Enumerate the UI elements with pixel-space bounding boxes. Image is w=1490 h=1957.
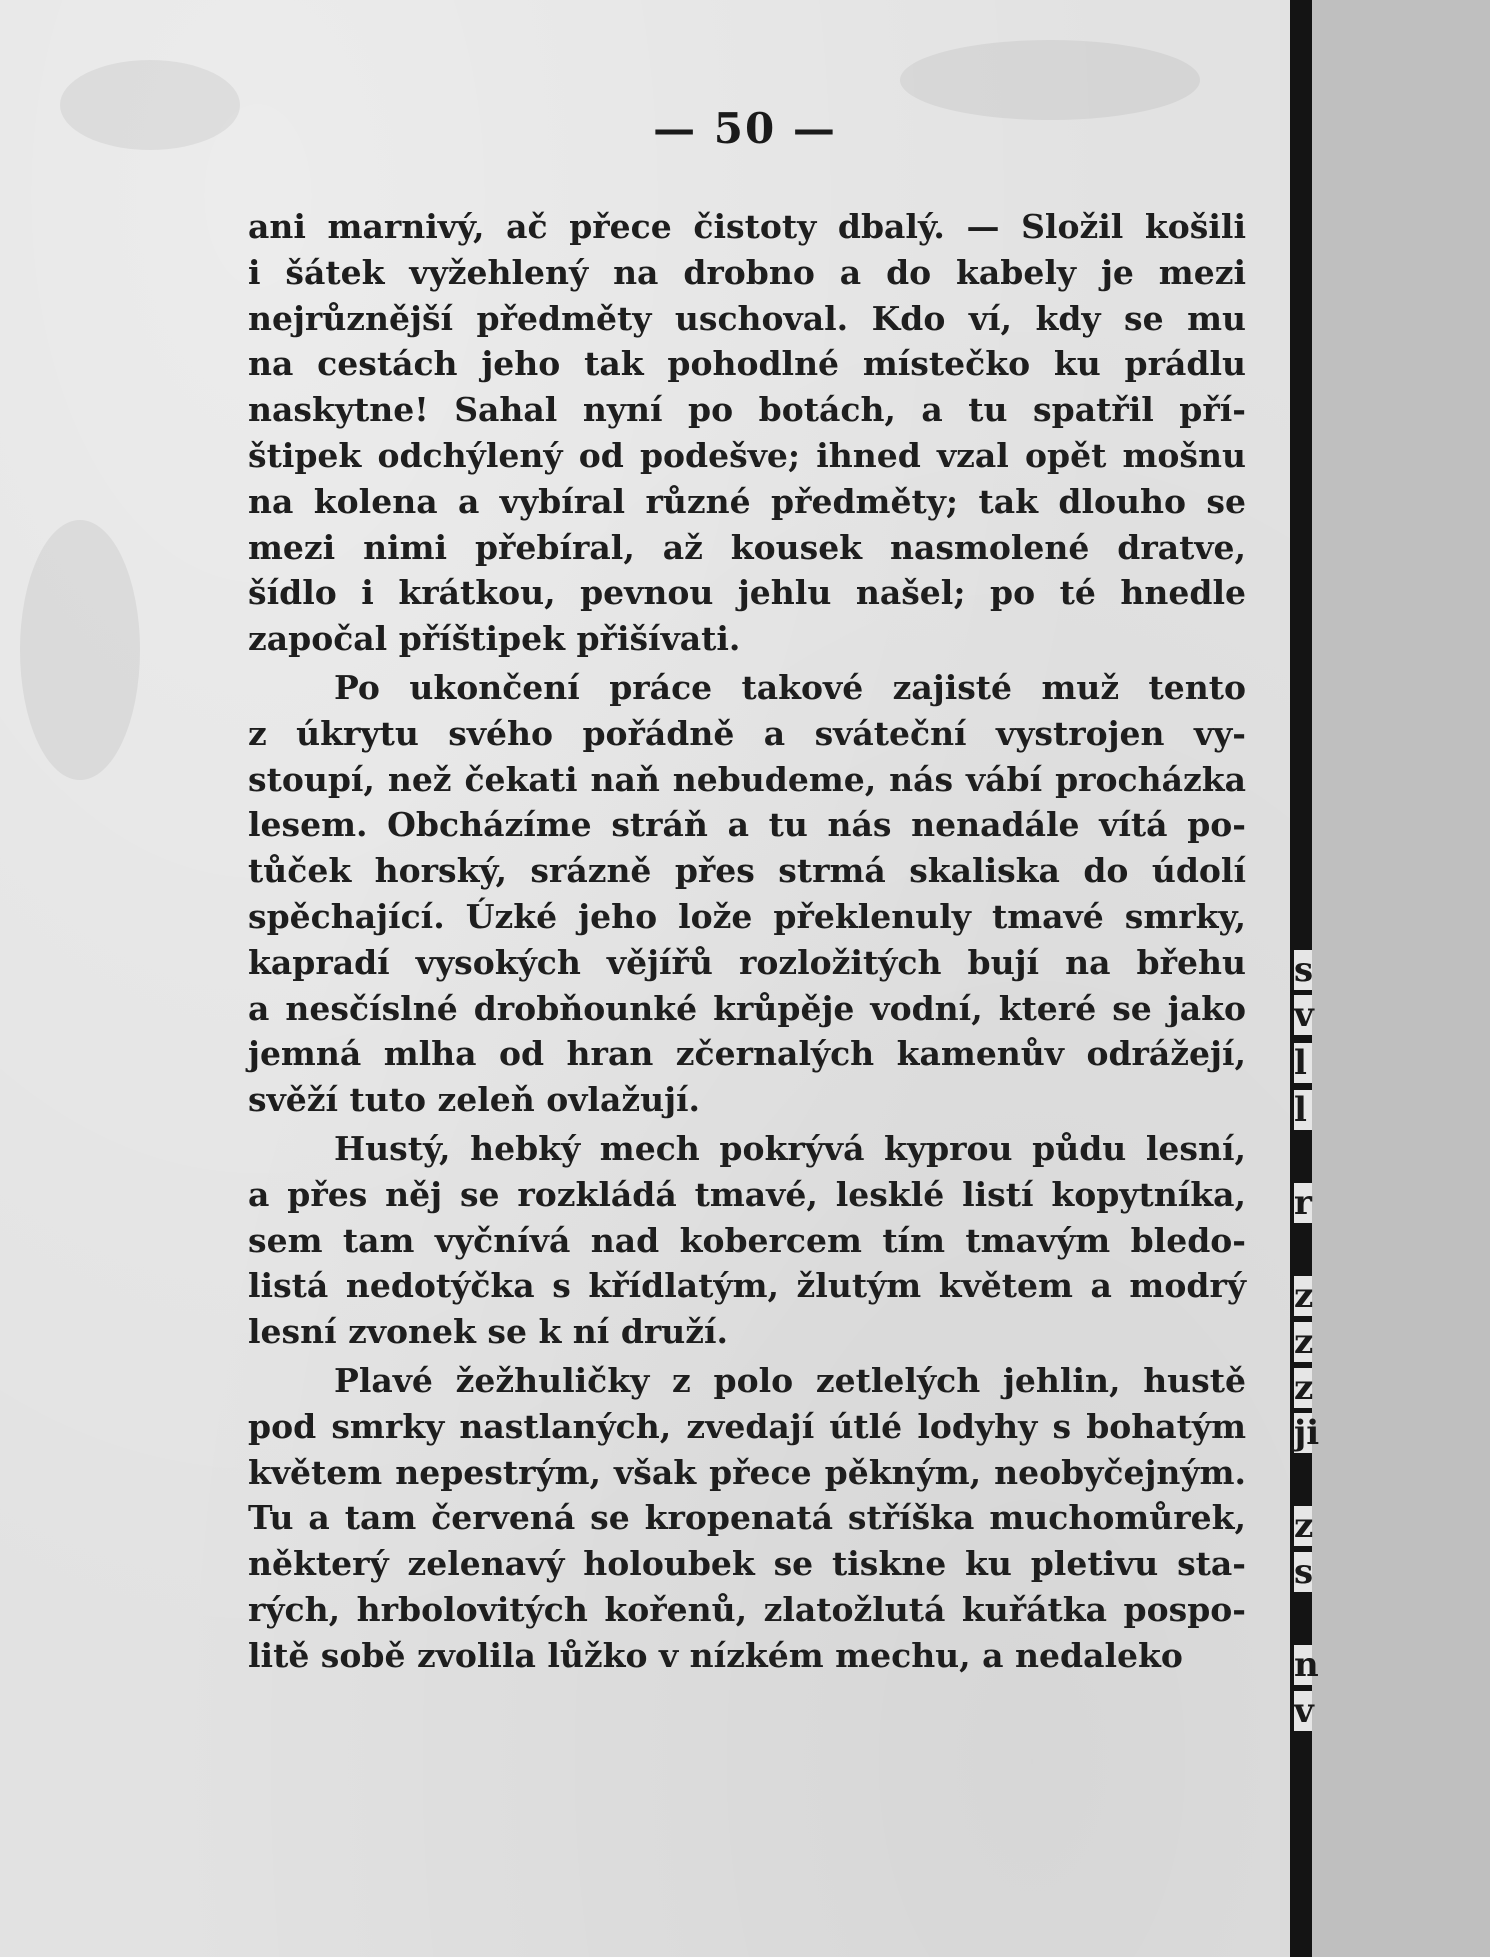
text-line: na cestách jeho tak pohodlné místečko ku prádlu bbox=[248, 344, 1246, 384]
next-page-glyph: v bbox=[1294, 995, 1314, 1035]
next-page-glyph: v bbox=[1294, 1691, 1314, 1731]
text-line: ani marnivý, ač přece čistoty dbalý. — Složil košili bbox=[248, 207, 1246, 246]
text-line: Tu a tam červená se kropenatá stříška muchomůrek, bbox=[248, 1498, 1246, 1538]
text-line: rých, hrbolovitých kořenů, zlatožlutá kuřátka pospo- bbox=[248, 1589, 1246, 1629]
text-line: květem nepestrým, však přece pěkným, neobyčejným. bbox=[248, 1452, 1246, 1492]
text-line: i šátek vyžehlený na drobno a do kabely je mezi bbox=[248, 252, 1246, 292]
text-line: z úkrytu svého pořádně a sváteční vystrojen vy- bbox=[248, 713, 1246, 753]
next-page-glyph: z bbox=[1294, 1506, 1314, 1546]
text-line: jemná mlha od hran zčernalých kamenův odrážejí, bbox=[248, 1034, 1246, 1074]
text-line: mezi nimi přebíral, až kousek nasmolené dratve, bbox=[248, 527, 1246, 567]
text-line: kapradí vysokých vějířů rozložitých bují na břehu bbox=[248, 942, 1246, 982]
next-page-glyph: z bbox=[1294, 1368, 1314, 1408]
text-line: svěží tuto zeleň ovlažují. bbox=[248, 1080, 701, 1120]
next-page-glyph: l bbox=[1294, 1090, 1312, 1130]
text-line: spěchající. Úzké jeho lože překlenuly tmavé smrky, bbox=[248, 896, 1246, 936]
text-line: pod smrky nastlaných, zvedají útlé lodyhy s bohatým bbox=[248, 1406, 1246, 1446]
text-line: Po ukončení práce takové zajisté muž tento bbox=[334, 667, 1246, 707]
text-line: sem tam vyčnívá nad kobercem tím tmavým bledo- bbox=[248, 1220, 1246, 1260]
next-page-glyph: ji bbox=[1294, 1413, 1320, 1453]
paragraph bbox=[248, 1126, 1246, 1355]
next-page-edge bbox=[1290, 0, 1320, 1957]
next-page-glyph: s bbox=[1294, 950, 1314, 990]
text-line: listá nedotýčka s křídlatým, žlutým květem a modrý bbox=[248, 1266, 1246, 1306]
paragraph bbox=[248, 1358, 1246, 1679]
next-page-glyph: r bbox=[1294, 1183, 1312, 1223]
text-line: naskytne! Sahal nyní po botách, a tu spatřil pří- bbox=[248, 390, 1246, 430]
text-line: započal příštipek přišívati. bbox=[248, 619, 741, 659]
next-page-glyph: l bbox=[1294, 1043, 1312, 1083]
paper-smudge bbox=[20, 520, 140, 780]
text-line: stoupí, než čekati naň nebudeme, nás vábí procházka bbox=[248, 759, 1246, 799]
text-line: Hustý, hebký mech pokrývá kyprou půdu lesní, bbox=[334, 1128, 1246, 1168]
body-text bbox=[248, 204, 1246, 1679]
text-line: tůček horský, srázně přes strmá skaliska do údolí bbox=[248, 851, 1246, 891]
paragraph bbox=[248, 204, 1246, 662]
text-line: litě sobě zvolila lůžko v nízkém mechu, a nedaleko bbox=[248, 1635, 1183, 1675]
text-line: a nesčíslné drobňounké krůpěje vodní, které se jako bbox=[248, 988, 1246, 1028]
text-line: některý zelenavý holoubek se tiskne ku pletivu sta- bbox=[248, 1544, 1246, 1584]
page-number: — 50 — bbox=[653, 104, 837, 153]
text-line: šídlo i krátkou, pevnou jehlu našel; po té hnedle bbox=[248, 573, 1246, 613]
next-page-glyph: s bbox=[1294, 1552, 1314, 1592]
text-line: lesem. Obcházíme stráň a tu nás nenadále vítá po- bbox=[248, 805, 1246, 845]
text-line: lesní zvonek se k ní druží. bbox=[248, 1312, 729, 1352]
next-page-glyph: z bbox=[1294, 1322, 1314, 1362]
next-page-glyph: z bbox=[1294, 1276, 1314, 1316]
text-line: a přes něj se rozkládá tmavé, lesklé listí kopytníka, bbox=[248, 1174, 1246, 1214]
paragraph bbox=[248, 665, 1246, 1123]
next-page-glyph: n bbox=[1294, 1645, 1319, 1685]
text-line: na kolena a vybíral různé předměty; tak dlouho se bbox=[248, 481, 1246, 521]
text-line: nejrůznější předměty uschoval. Kdo ví, kdy se mu bbox=[248, 298, 1246, 338]
text-line: štipek odchýlený od podešve; ihned vzal opět mošnu bbox=[248, 435, 1246, 475]
text-line: Plavé žežhuličky z polo zetlelých jehlin, hustě bbox=[334, 1360, 1246, 1400]
